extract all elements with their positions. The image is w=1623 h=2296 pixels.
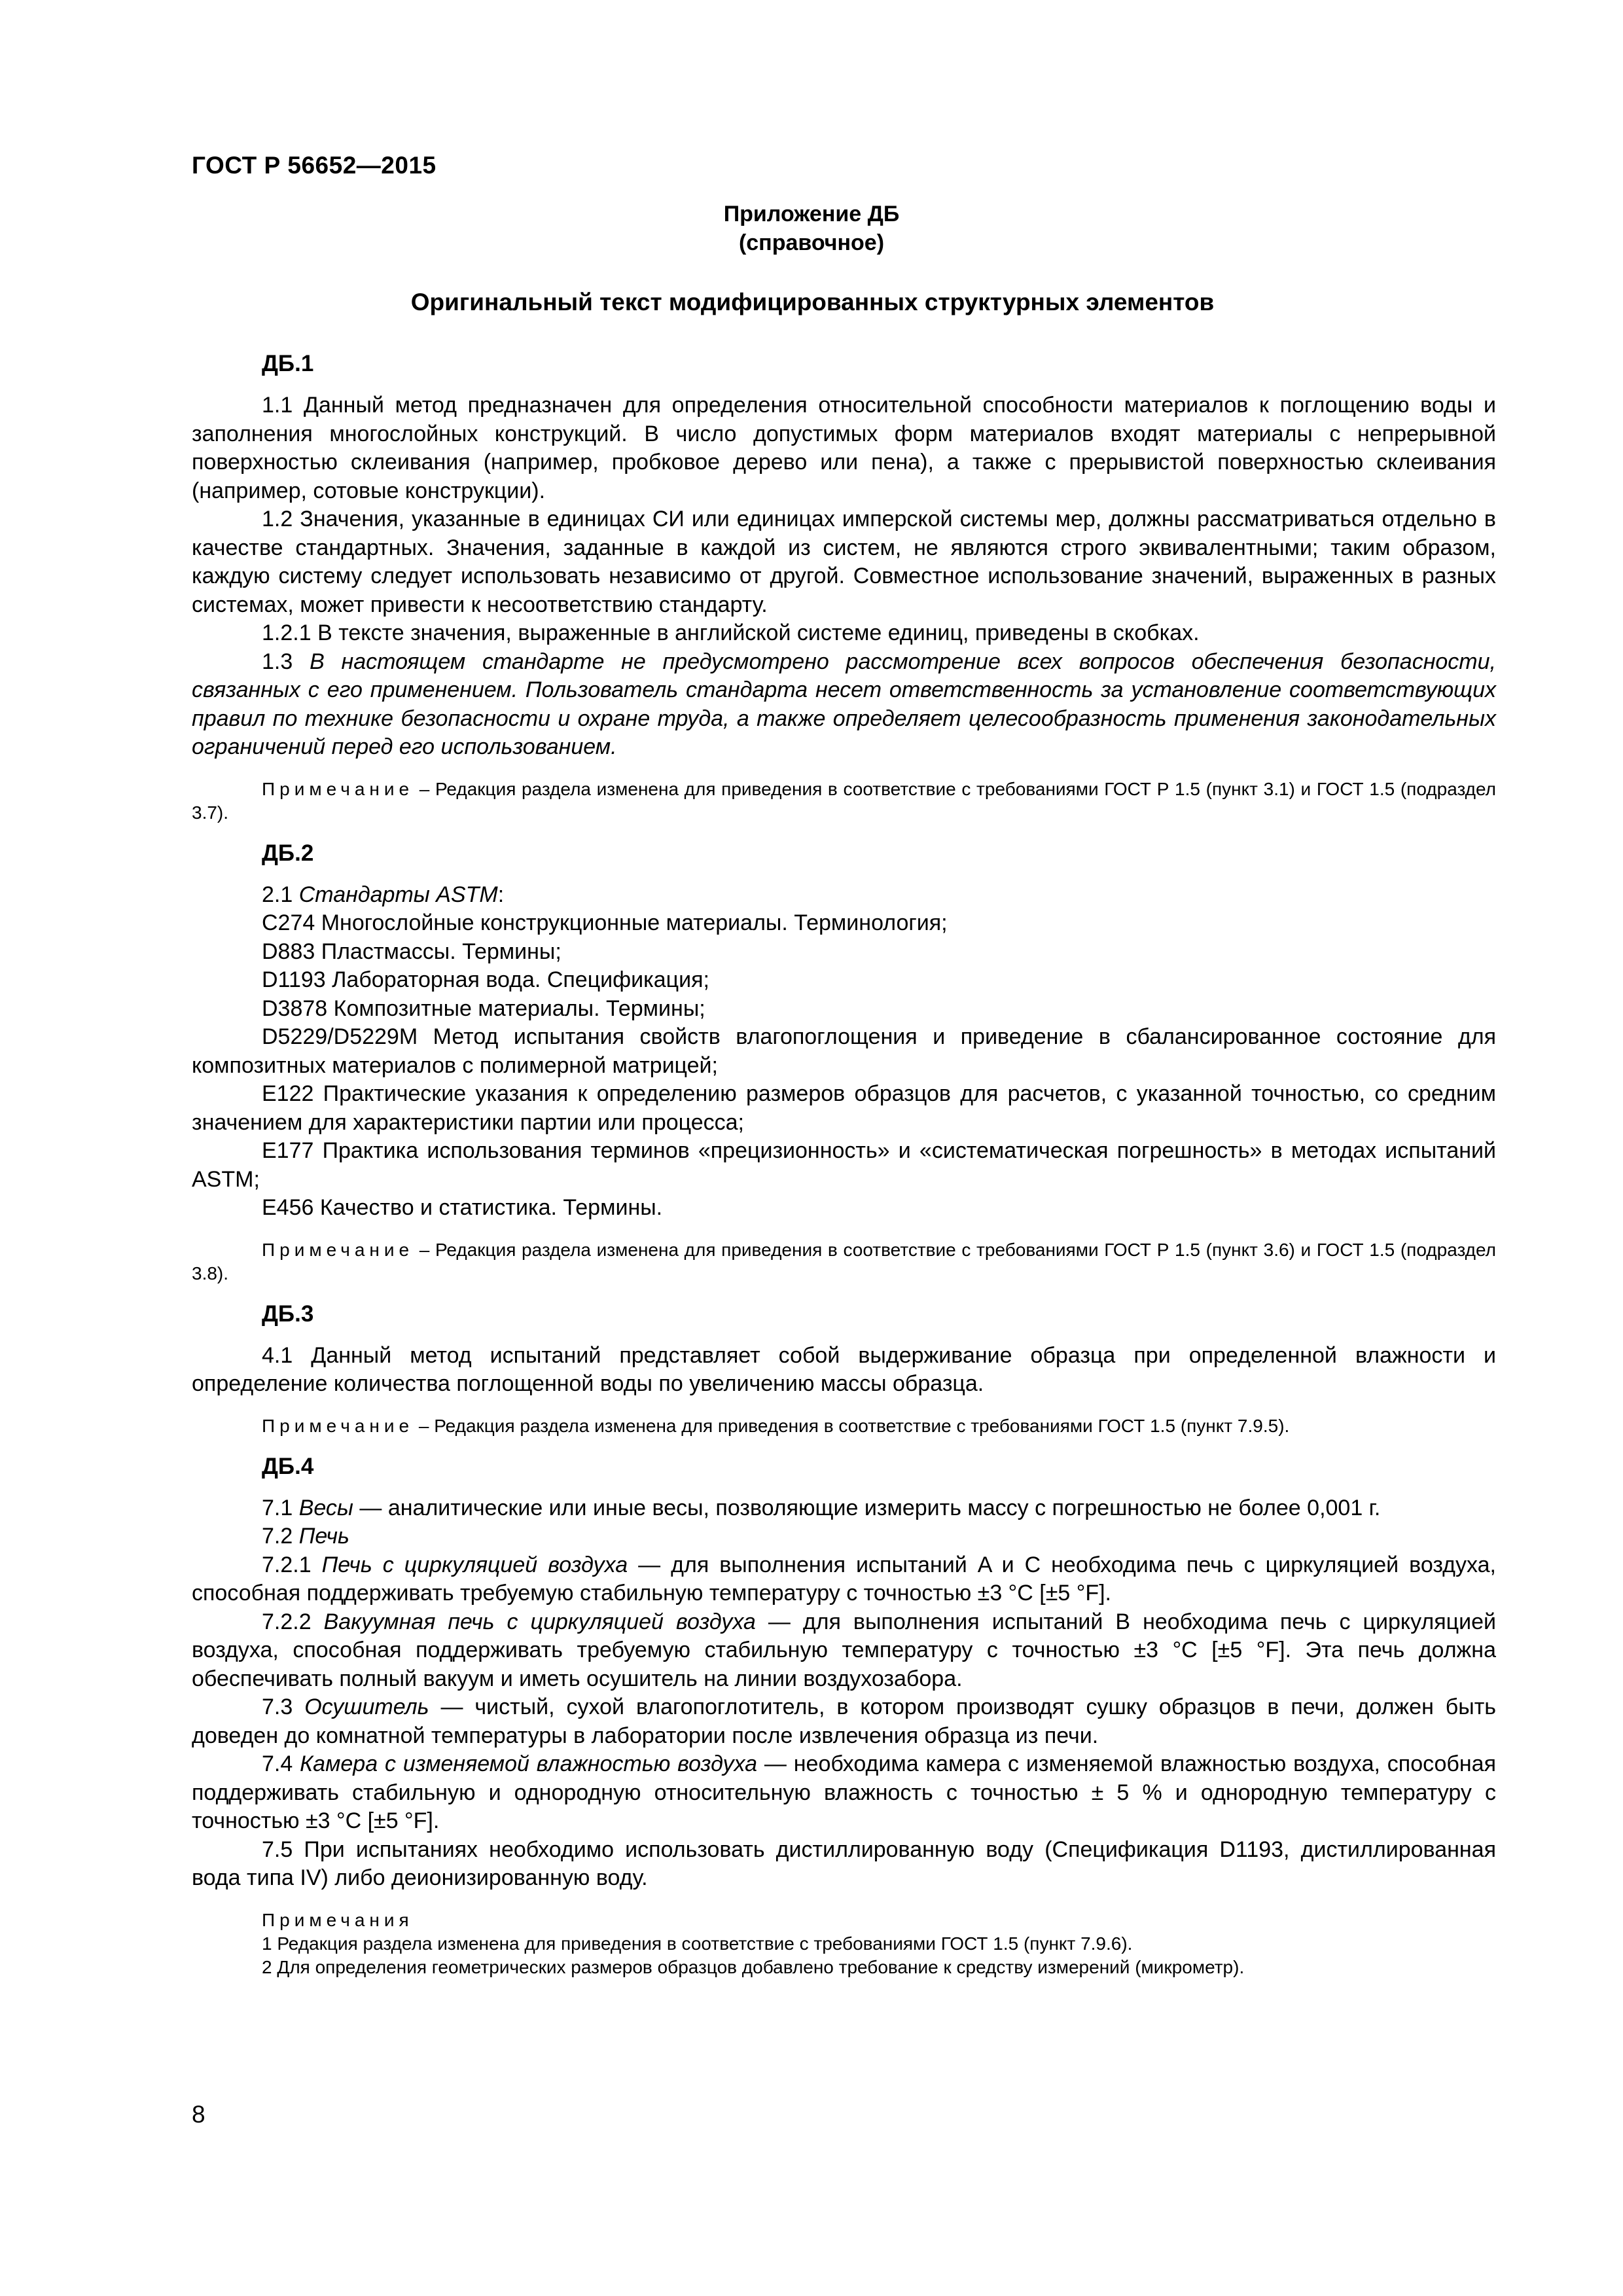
paragraph-1-1: 1.1 Данный метод предназначен для определения относительной способности материалов к поглощению воды и заполнения многослойных конструкций. В число допустимых форм материалов входят материалы с непрерывной поверхностью склеивания (например, пробковое дерево или пена), а также с прерывистой поверхностью склеивания (например, сотовые конструкции). [192,393,1496,503]
paragraph-7-2-2-number: 7.2.2 [262,1609,324,1634]
note-text: – Редакция раздела изменена для приведения в соответствие с требованиями ГОСТ Р 1.5 (пункт 3.6) и ГОСТ 1.5 (подраздел 3.8). [192,1239,1496,1283]
paragraph-7-1-term: Весы [298,1495,353,1520]
paragraph-7-4 [192,1750,1496,1836]
paragraph-7-2-1-text: — для выполнения испытаний A и C необходима печь с циркуляцией воздуха, способная поддерживать требуемую стабильную температуру с точностью ±3 °C [±5 °F]. [192,1552,1496,1605]
section-heading-db2: ДБ.2 [262,840,314,866]
appendix-heading: Оригинальный текст модифицированных структурных элементов [410,289,1215,315]
note-item-1: 1 Редакция раздела изменена для приведения в соответствие с требованиями ГОСТ 1.5 (пункт 7.9.6). [262,1933,1133,1954]
paragraph-7-2-2-text: — для выполнения испытаний B необходима печь с циркуляцией воздуха, способная поддерживать требуемую стабильную температуру с точностью ±3 °C [±5 °F]. Эта печь должна обеспечивать полный вакуум и иметь осушитель на линии воздухозабора. [192,1609,1497,1691]
standard-item: D883 Пластмассы. Термины; [262,939,562,964]
section-heading-db4: ДБ.4 [262,1453,314,1479]
note-db1 [192,778,1496,825]
paragraph-2-1-title: Стандарты ASTM [298,882,498,907]
notes-db4 [192,1909,1496,1979]
standard-item: D3878 Композитные материалы. Термины; [262,996,705,1021]
paragraph-7-2-number: 7.2 [262,1524,299,1549]
paragraph-1-3-number: 1.3 [262,649,310,674]
paragraph-7-1-text: — аналитические или иные весы, позволяющие измерить массу с погрешностью не более 0,001 г. [353,1495,1381,1520]
paragraph-7-2-2-term: Вакуумная печь с циркуляцией воздуха [323,1609,756,1634]
paragraph-1-2: 1.2 Значения, указанные в единицах СИ или единицах имперской системы мер, должны рассматриваться отдельно в качестве стандартных. Значения, заданные в каждой из систем, не являются строго эквивалентными; таким образом, каждую систему следует использовать независимо от другой. Совместное использование значений, выраженных в разных системах, может привести к несоответствию стандарту. [192,507,1496,617]
note-label: Примечание [262,778,414,799]
content-body [192,346,1496,1979]
paragraph-1-3-text: В настоящем стандарте не предусмотрено рассмотрение всех вопросов обеспечения безопасности, связанных с его применением. Пользователь стандарта несет ответственность за установление соответствующих правил по технике безопасности и охране труда, а также определяет целесообразность применения законодательных ограничений перед его использованием. [192,649,1496,759]
paragraph-7-3-term: Осушитель [304,1695,429,1719]
paragraph-7-5: 7.5 При испытаниях необходимо использовать дистиллированную воду (Спецификация D1193, дистиллированная вода типа IV) либо деионизированную воду. [192,1837,1496,1890]
section-heading-db3: ДБ.3 [262,1300,314,1327]
paragraph-7-4-number: 7.4 [262,1751,300,1776]
paragraph-7-2-1-term: Печь с циркуляцией воздуха [321,1552,628,1577]
page-number: 8 [192,2101,205,2128]
standard-item: C274 Многослойные конструкционные материалы. Терминология; [262,910,948,935]
appendix-kind: (справочное) [738,230,885,255]
paragraph-7-2-2 [192,1608,1496,1694]
paragraph-7-4-text: — необходима камера с изменяемой влажностью воздуха, способная поддерживать стабильную и однородную относительную влажность с точностью ± 5 % и однородную температуру с точностью ±3 °C [±5 °F]. [192,1751,1496,1833]
standard-item-e177: E177 Практика использования терминов «прецизионность» и «систематическая погрешность» в методах испытаний ASTM; [192,1138,1496,1192]
paragraph-2-1-colon: : [497,882,505,907]
note-label: Примечание [262,1239,414,1260]
standard-item-e122: E122 Практические указания к определению размеров образцов для расчетов, с указанной точностью, со средним значением для характеристики партии или процесса; [192,1081,1496,1135]
paragraph-2-1 [192,881,1496,910]
paragraph-1-2-1: 1.2.1 В тексте значения, выраженные в английской системе единиц, приведены в скобках. [262,620,1200,645]
paragraph-7-3 [192,1693,1496,1750]
standard-item-e456: E456 Качество и статистика. Термины. [262,1195,663,1220]
paragraph-7-3-text: — чистый, сухой влагопоглотитель, в котором производят сушку образцов в печи, должен быть доведен до комнатной температуры в лаборатории после извлечения образца из печи. [192,1695,1496,1748]
standard-item-d5229: D5229/D5229M Метод испытания свойств влагопоглощения и приведение в сбалансированное состояние для композитных материалов с полимерной матрицей; [192,1024,1496,1078]
note-db3 [192,1414,1496,1438]
note-label: Примечание [262,1415,414,1436]
document-code: ГОСТ Р 56652—2015 [192,152,437,179]
paragraph-7-4-term: Камера с изменяемой влажностью воздуха [300,1751,758,1776]
paragraph-7-1 [192,1494,1496,1523]
paragraph-7-2-1 [192,1551,1496,1608]
appendix-title: Приложение ДБ [723,202,900,226]
paragraph-4-1: 4.1 Данный метод испытаний представляет собой выдерживание образца при определенной влажности и определение количества поглощенной воды по увеличению массы образца. [192,1342,1496,1396]
paragraph-7-2 [192,1522,1496,1551]
paragraph-2-1-number: 2.1 [262,882,299,907]
note-db2 [192,1238,1496,1285]
standard-item: D1193 Лабораторная вода. Спецификация; [262,967,709,992]
section-heading-db1: ДБ.1 [262,351,314,376]
paragraph-7-2-1-number: 7.2.1 [262,1552,322,1577]
paragraph-7-2-term: Печь [298,1524,349,1549]
note-text: – Редакция раздела изменена для приведения в соответствие с требованиями ГОСТ Р 1.5 (пункт 3.1) и ГОСТ 1.5 (подраздел 3.7). [192,778,1496,823]
note-text: – Редакция раздела изменена для приведения в соответствие с требованиями ГОСТ 1.5 (пункт 7.9.5). [414,1415,1290,1436]
paragraph-1-3 [192,648,1496,762]
notes-label: Примечания [262,1909,414,1930]
note-item-2: 2 Для определения геометрических размеров образцов добавлено требование к средству измерений (микрометр). [262,1956,1245,1977]
paragraph-7-3-number: 7.3 [262,1695,305,1719]
paragraph-7-1-number: 7.1 [262,1495,299,1520]
